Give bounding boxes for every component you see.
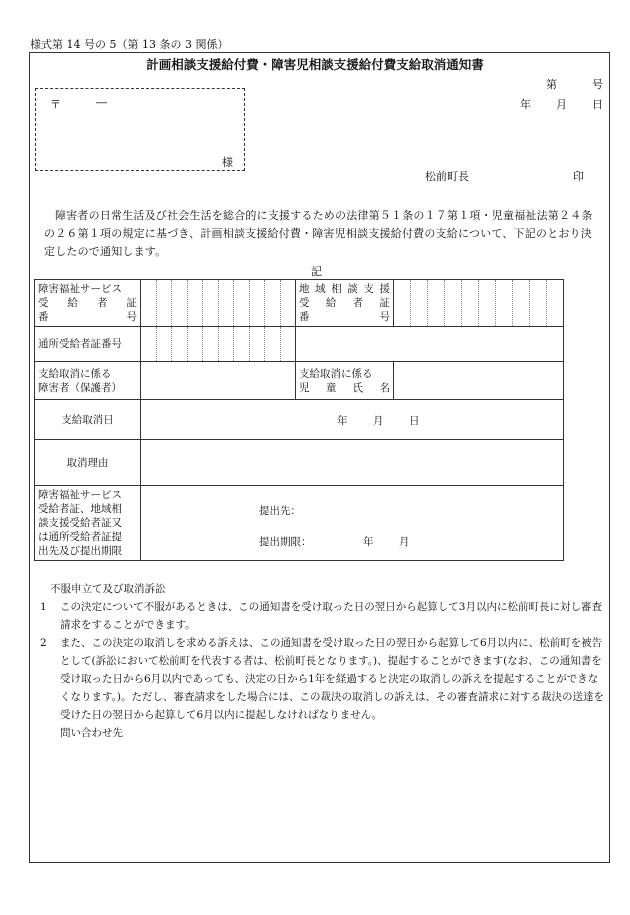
blank-cell bbox=[296, 327, 564, 362]
postal-mark: 〒 bbox=[50, 98, 61, 111]
char: 者 bbox=[352, 297, 364, 309]
issuer-mayor: 松前町長 bbox=[425, 170, 469, 183]
postal-dash: ― bbox=[96, 96, 107, 109]
notes-heading: 不服申立て及び取消訴訟 bbox=[50, 583, 166, 595]
service-cert-line2 bbox=[38, 296, 137, 310]
submit-field[interactable] bbox=[141, 486, 564, 561]
regional-line2 bbox=[299, 296, 390, 310]
note-number: 2 bbox=[40, 637, 47, 649]
person-line2: 障害者（保護者） bbox=[38, 381, 122, 394]
deadline-month: 月 bbox=[399, 536, 410, 548]
service-cert-line3 bbox=[38, 310, 137, 324]
submit-line: 障害福祉サービス bbox=[38, 489, 122, 501]
deadline-year: 年 bbox=[363, 536, 374, 548]
deadline-label: 提出期限： bbox=[259, 536, 312, 548]
char: 号 bbox=[126, 311, 137, 323]
char: 域 bbox=[315, 283, 326, 295]
date-month: 月 bbox=[556, 98, 567, 111]
char: 給 bbox=[67, 297, 78, 309]
submit-wrap bbox=[141, 487, 563, 559]
char: 受 bbox=[38, 297, 49, 309]
regional-line1 bbox=[299, 282, 390, 296]
char: 者 bbox=[97, 297, 108, 309]
char: 支 bbox=[363, 283, 374, 295]
char: 証 bbox=[379, 297, 390, 309]
address-box bbox=[35, 88, 245, 171]
ki-heading: 記 bbox=[311, 265, 322, 278]
tsusho-number-field[interactable] bbox=[141, 327, 296, 362]
char: 番 bbox=[38, 311, 49, 323]
digit-grid bbox=[141, 280, 295, 326]
number-prefix: 第 bbox=[546, 78, 557, 91]
submit-line: 出先及び提出期限 bbox=[38, 545, 122, 557]
reason-label: 取消理由 bbox=[35, 440, 141, 486]
child-line1: 支給取消に係る bbox=[299, 367, 373, 380]
cancel-date-field[interactable] bbox=[141, 400, 564, 440]
char: 童 bbox=[325, 381, 337, 394]
char: 談 bbox=[347, 283, 358, 295]
appeal-notes bbox=[40, 580, 606, 742]
char: 番 bbox=[299, 311, 310, 323]
note-item bbox=[40, 634, 606, 724]
reason-field[interactable] bbox=[141, 440, 564, 486]
char: 地 bbox=[299, 283, 310, 295]
regional-cert-number-field[interactable] bbox=[394, 280, 564, 327]
service-cert-label bbox=[35, 280, 141, 327]
child-line2 bbox=[299, 381, 390, 395]
details-table bbox=[34, 279, 564, 561]
submit-line: 談支援受給者証又 bbox=[38, 517, 122, 529]
regional-cert-label bbox=[296, 280, 394, 327]
body-text: 障害者の日常生活及び社会生活を総合的に支援するための法律第５１条の１７第１項・児童福祉法第２４条の２６第１項の規定に基づき、計画相談支援給付費・障害児相談支援給付費の支給について、下記のとおり決定したので通知します。 bbox=[44, 209, 593, 258]
cancel-date-wrap bbox=[141, 401, 563, 439]
number-suffix: 号 bbox=[592, 78, 603, 91]
submit-to-label: 提出先： bbox=[259, 505, 301, 517]
date-day: 日 bbox=[592, 98, 603, 111]
form-number: 様式第 14 号の 5（第 13 条の 3 関係） bbox=[30, 38, 229, 51]
cancel-date-label: 支給取消日 bbox=[35, 400, 141, 440]
char: 相 bbox=[331, 283, 342, 295]
note-number: 1 bbox=[40, 601, 47, 613]
service-cert-number-field[interactable] bbox=[141, 280, 296, 327]
char: 証 bbox=[126, 297, 137, 309]
char: 名 bbox=[379, 381, 390, 394]
service-cert-line1: 障害福祉サービス bbox=[38, 283, 122, 295]
child-name-field[interactable] bbox=[394, 362, 564, 400]
char: 受 bbox=[299, 297, 310, 309]
char: 号 bbox=[379, 311, 390, 323]
note-item bbox=[40, 598, 606, 634]
tsusho-number-label: 通所受給者証番号 bbox=[35, 327, 141, 362]
child-label bbox=[296, 362, 394, 400]
submit-label bbox=[35, 486, 141, 561]
submit-line: 受給者証、地域相 bbox=[38, 503, 122, 515]
digit-grid bbox=[394, 280, 563, 326]
contact-label: 問い合わせ先 bbox=[60, 727, 123, 739]
honorific: 様 bbox=[222, 156, 233, 169]
digit-grid bbox=[141, 327, 295, 361]
char: 給 bbox=[325, 297, 337, 309]
char: 氏 bbox=[352, 381, 364, 394]
note-text: また、この決定の取消しを求める訴えは、この通知書を受け取った日の翌日から起算して6月以内に、松前町を被告として(訴訟において松前町を代表する者は、松前町長となります。)、提起することができます(なお、この通知書を受け取った日から6月以内であっても、決定の日から1年を経過すると決定の取消しの訴えを提起することができなくなります。)。ただし、審査請求をした場合には、この裁決の取消しの訴えは、その審査請求に対する裁決の送達を受けた日の翌日から起算して6月以内に提起しなければなりません。 bbox=[60, 637, 605, 721]
person-line1: 支給取消に係る bbox=[38, 367, 112, 380]
char: 児 bbox=[299, 381, 310, 394]
note-text: この決定について不服があるときは、この通知書を受け取った日の翌日から起算して3月以内に松前町長に対し審査請求をすることができます。 bbox=[60, 601, 602, 631]
seal-mark: 印 bbox=[573, 170, 584, 183]
person-label bbox=[35, 362, 141, 400]
submit-line: は通所受給者証提 bbox=[38, 531, 122, 543]
cancel-month: 月 bbox=[373, 414, 384, 427]
cancel-year: 年 bbox=[337, 414, 348, 427]
date-year: 年 bbox=[520, 98, 531, 111]
cancel-day: 日 bbox=[409, 414, 420, 427]
char: 援 bbox=[379, 283, 390, 295]
document-title: 計画相談支援給付費・障害児相談支援給付費支給取消通知書 bbox=[146, 57, 484, 72]
person-name-field[interactable] bbox=[141, 362, 296, 400]
regional-line3 bbox=[299, 310, 390, 324]
